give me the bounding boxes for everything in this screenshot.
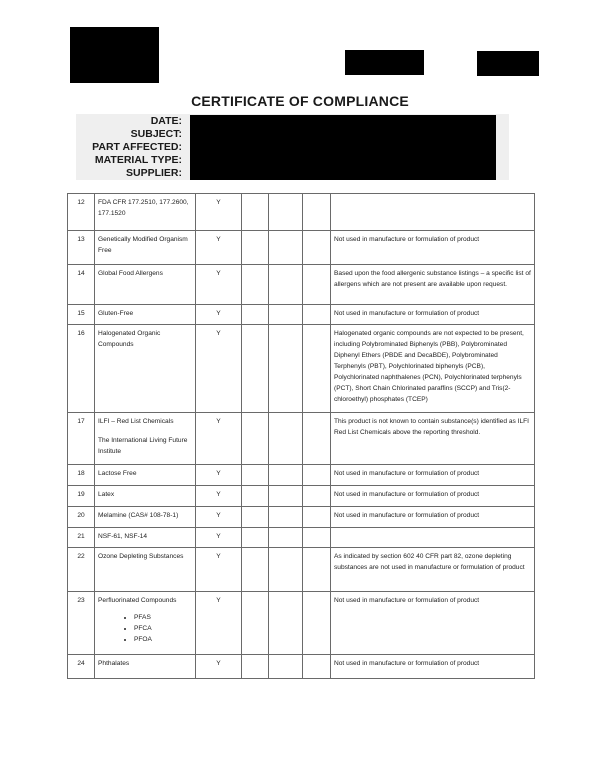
empty-cell [269,528,303,548]
empty-cell [269,592,303,655]
empty-cell [303,231,331,265]
empty-cell [303,265,331,305]
substance-list [98,612,192,645]
empty-cell [269,413,303,465]
row-comment: Halogenated organic compounds are not expected to be present, including Polybrominated Biphenyls (PBB), Polybrominated Diphenyl Ethers (PBDE and DecaBDE), Polybrominated Terphenyls (PBT), Polychlorinated biphenyls (PCB), Polychlorinated naphthalenes (PCN), Polychlorinated terphenyls (PCT), Short Chain Chlorinated paraffins (SCCP) and Tris(2-chloroethyl) phosphates (TCEP) [331,325,535,413]
empty-cell [303,413,331,465]
table-row [68,655,535,679]
header-fields [76,114,509,180]
table-row [68,413,535,465]
empty-cell [242,528,269,548]
table-row [68,325,535,413]
empty-cell [303,486,331,507]
document-title: CERTIFICATE OF COMPLIANCE [191,93,409,109]
row-item: Latex [95,486,196,507]
row-status: Y [196,231,242,265]
part-affected-label: PART AFFECTED: [92,141,182,153]
row-comment [331,194,535,231]
row-status: Y [196,305,242,325]
redacted-logo [70,27,159,83]
row-status: Y [196,465,242,486]
table-row [68,265,535,305]
table-row [68,231,535,265]
empty-cell [242,548,269,592]
redacted-header-block-2 [477,51,539,76]
empty-cell [269,325,303,413]
compliance-table [67,193,535,679]
row-number: 12 [68,194,95,231]
list-item: • PFCA [134,623,192,634]
row-status: Y [196,655,242,679]
row-comment: Not used in manufacture or formulation of product [331,507,535,528]
table-row [68,507,535,528]
empty-cell [269,548,303,592]
empty-cell [242,231,269,265]
row-item: Gluten-Free [95,305,196,325]
empty-cell [242,413,269,465]
row-item: Lactose Free [95,465,196,486]
empty-cell [269,655,303,679]
material-type-label: MATERIAL TYPE: [94,154,182,166]
empty-cell [303,507,331,528]
row-item: Perfluorinated Compounds [98,597,177,604]
subject-label: SUBJECT: [130,128,182,140]
row-number: 24 [68,655,95,679]
row-number: 23 [68,592,95,655]
row-comment: Not used in manufacture or formulation of product [331,465,535,486]
row-item: Halogenated Organic Compounds [95,325,196,413]
row-number: 16 [68,325,95,413]
row-comment: Not used in manufacture or formulation of product [331,592,535,655]
table-row [68,486,535,507]
row-status: Y [196,325,242,413]
row-comment: This product is not known to contain substance(s) identified as ILFI Red List Chemicals above the reporting threshold. [331,413,535,465]
empty-cell [242,465,269,486]
row-status: Y [196,592,242,655]
row-status: Y [196,548,242,592]
empty-cell [303,592,331,655]
row-item: Melamine (CAS# 108-78-1) [95,507,196,528]
empty-cell [269,486,303,507]
row-item-extra: The International Living Future Institute [98,437,188,455]
row-item: Global Food Allergens [95,265,196,305]
empty-cell [242,486,269,507]
row-item-cell [95,413,196,465]
row-item: FDA CFR 177.2510, 177.2600, 177.1520 [95,194,196,231]
redacted-header-block-1 [345,50,424,75]
row-status: Y [196,528,242,548]
empty-cell [303,655,331,679]
row-item: Ozone Depleting Substances [95,548,196,592]
row-number: 14 [68,265,95,305]
row-item: Genetically Modified Organism Free [95,231,196,265]
date-label: DATE: [150,115,182,127]
supplier-label: SUPPLIER: [125,167,182,179]
row-status: Y [196,265,242,305]
row-number: 13 [68,231,95,265]
spacer [98,427,192,435]
empty-cell [242,592,269,655]
empty-cell [269,507,303,528]
row-number: 17 [68,413,95,465]
table-row [68,305,535,325]
empty-cell [303,528,331,548]
row-number: 18 [68,465,95,486]
row-status: Y [196,486,242,507]
row-comment: Not used in manufacture or formulation of product [331,305,535,325]
row-number: 21 [68,528,95,548]
empty-cell [303,465,331,486]
table-row [68,592,535,655]
table-row [68,548,535,592]
row-comment: Not used in manufacture or formulation of product [331,655,535,679]
row-number: 22 [68,548,95,592]
row-comment [331,528,535,548]
row-status: Y [196,507,242,528]
row-item: ILFI – Red List Chemicals [98,418,174,425]
row-comment: Not used in manufacture or formulation of product [331,231,535,265]
row-item: Phthalates [95,655,196,679]
empty-cell [242,325,269,413]
empty-cell [303,194,331,231]
row-comment: As indicated by section 602 40 CFR part 82, ozone depleting substances are not used in manufacture or formulation of product [331,548,535,592]
row-number: 15 [68,305,95,325]
empty-cell [303,325,331,413]
empty-cell [269,231,303,265]
row-item: NSF-61, NSF-14 [95,528,196,548]
empty-cell [242,655,269,679]
row-number: 20 [68,507,95,528]
redacted-header-values [190,115,496,180]
table-row [68,194,535,231]
row-status: Y [196,194,242,231]
empty-cell [242,305,269,325]
row-item-cell [95,592,196,655]
row-comment: Based upon the food allergenic substance listings – a specific list of allergens which are not present are available upon request. [331,265,535,305]
row-status: Y [196,413,242,465]
empty-cell [242,194,269,231]
row-number: 19 [68,486,95,507]
empty-cell [269,265,303,305]
empty-cell [269,465,303,486]
empty-cell [269,305,303,325]
empty-cell [242,507,269,528]
empty-cell [242,265,269,305]
table-row [68,528,535,548]
empty-cell [303,305,331,325]
row-comment: Not used in manufacture or formulation of product [331,486,535,507]
list-item: • PFAS [134,612,192,623]
empty-cell [303,548,331,592]
empty-cell [269,194,303,231]
table-row [68,465,535,486]
list-item: • PFOA [134,634,192,645]
